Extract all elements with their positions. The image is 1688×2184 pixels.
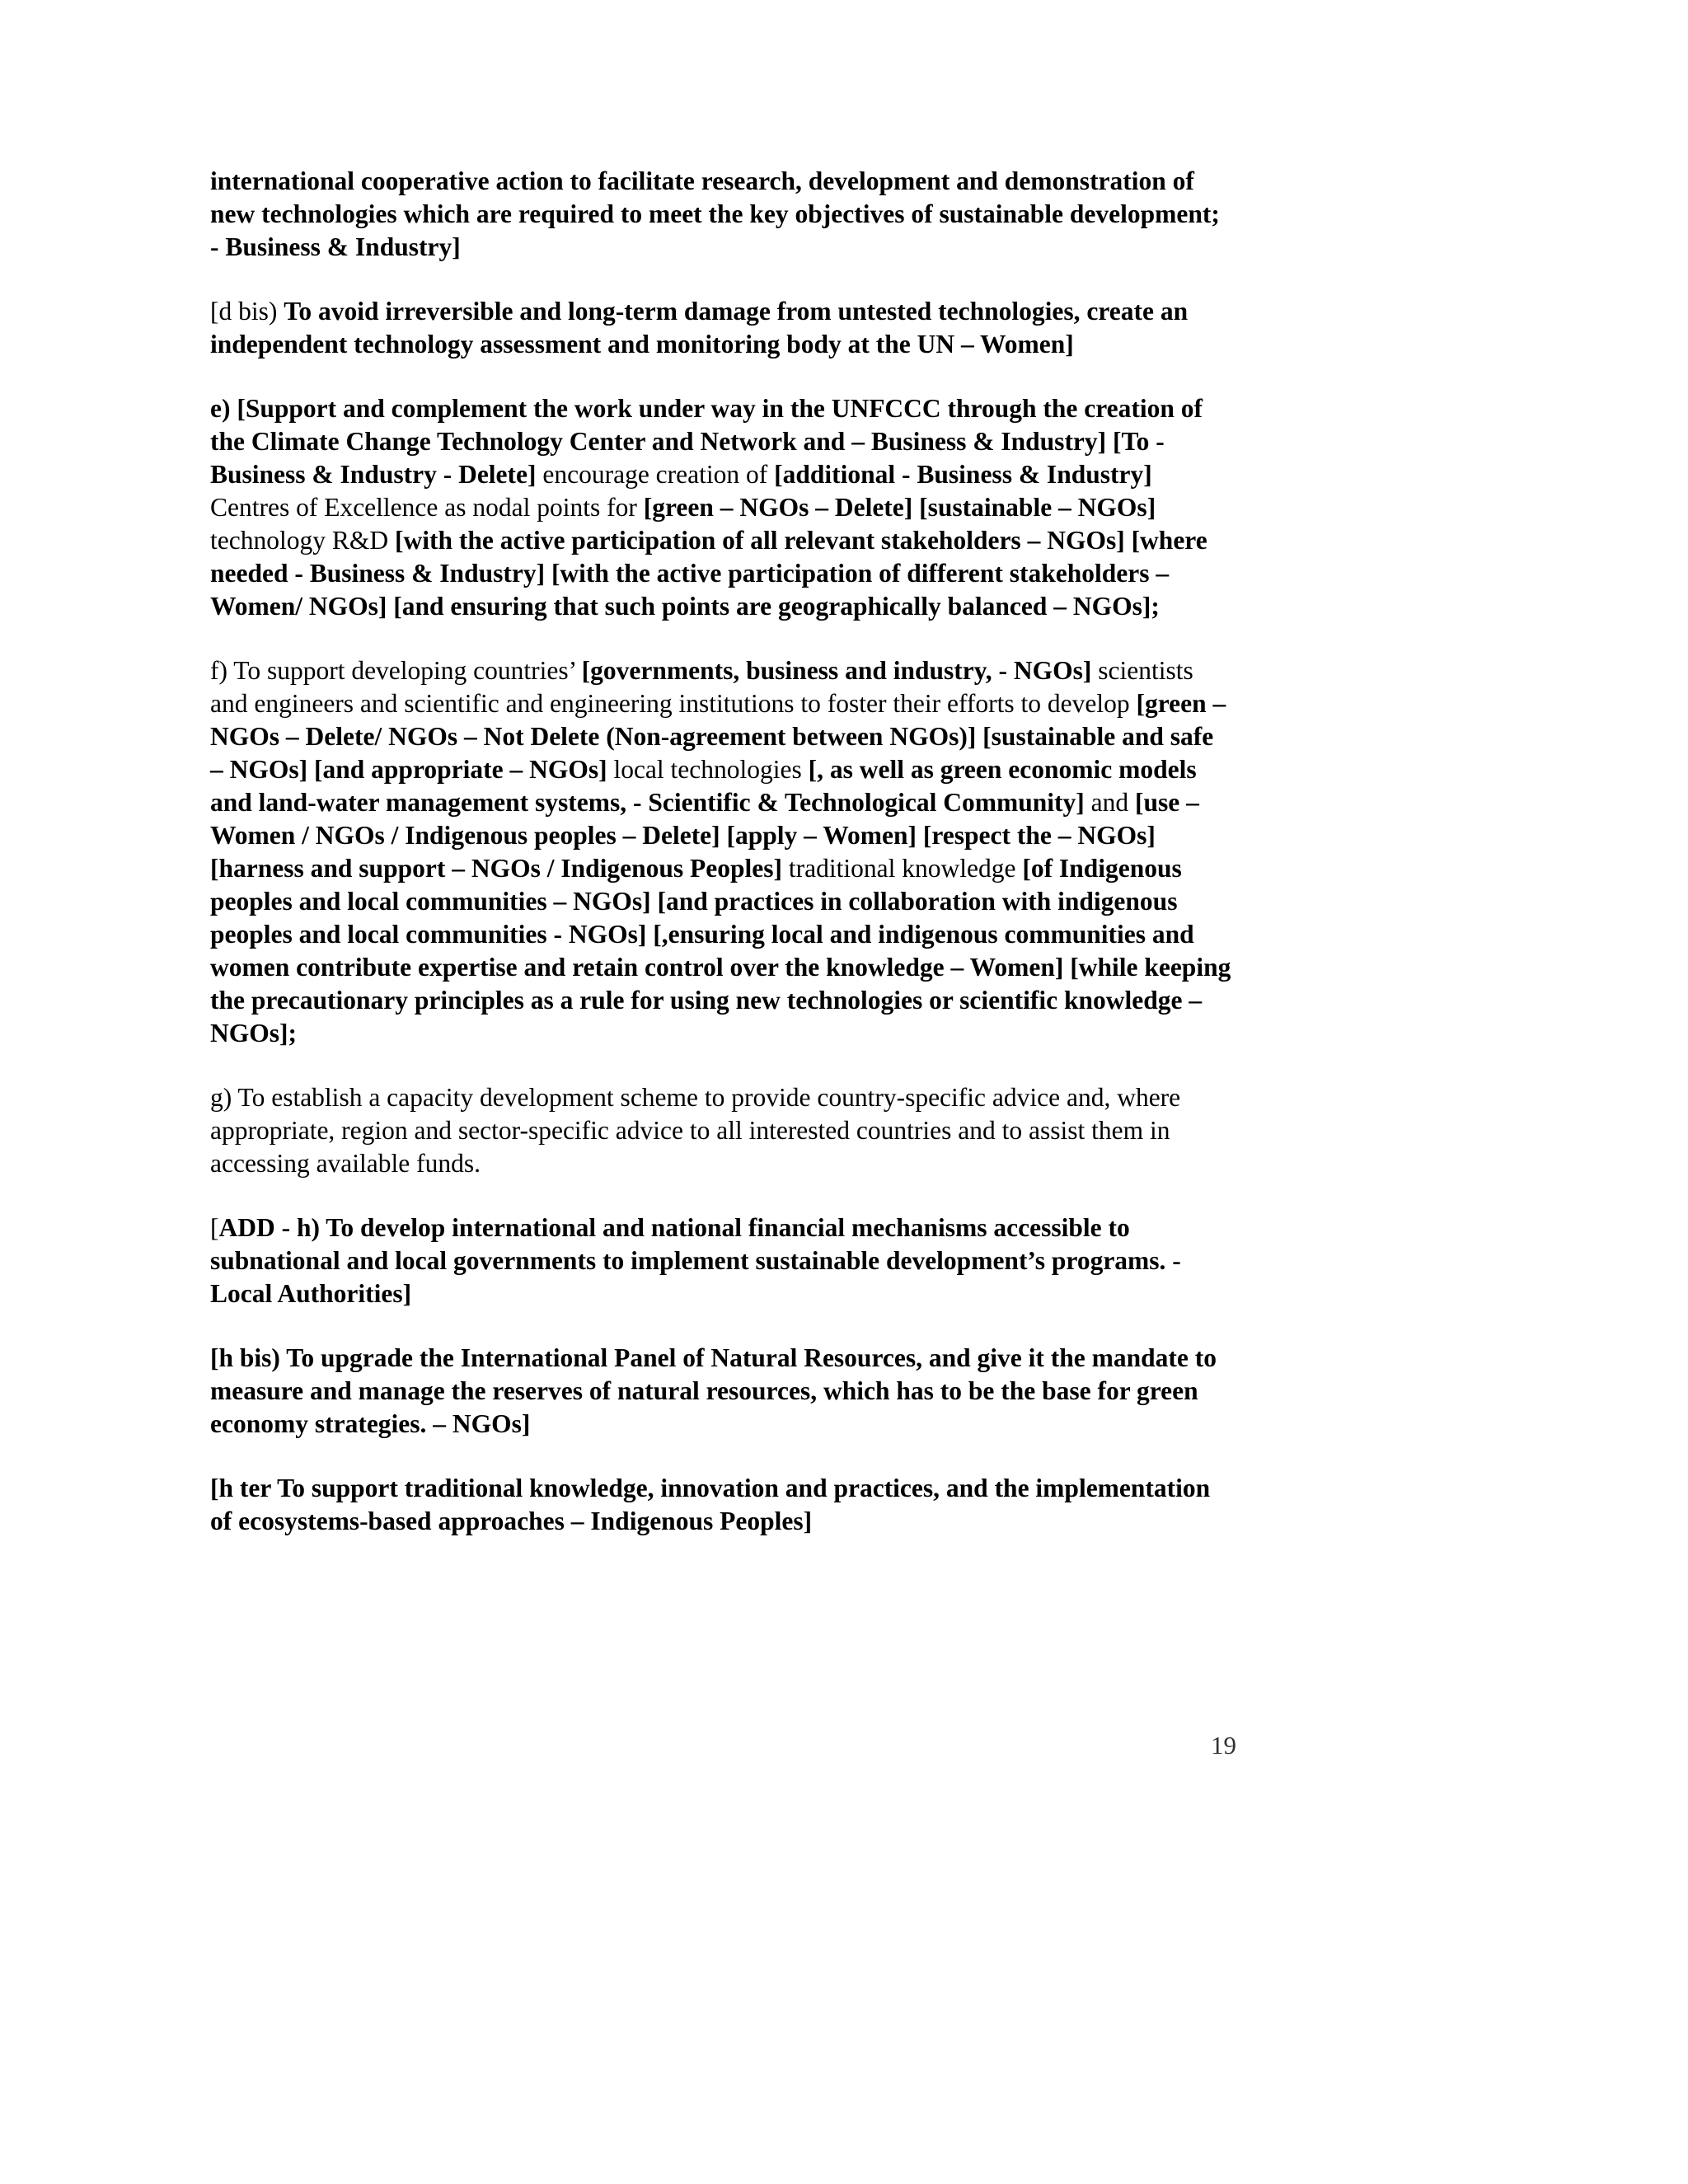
text-segment: Centres of Excellence as nodal points for [210, 493, 644, 522]
text-segment: e) [Support and complement the work under way in the UNFCCC through the creation of the Climate Change Technology Center and Network and – Business & Industry] [To - Business & Industry - Delete] [210, 394, 1203, 489]
text-segment: To avoid irreversible and long-term damage from untested technologies, create an independent technology assessment and monitoring body at the UN – Women] [210, 297, 1189, 359]
text-segment: [with the active participation of all relevant stakeholders – NGOs] [where needed - Business & Industry] [with the active participation of different stakeholders – Women/ NGOs] [and ensuring that such points are geographically balanced – NGOs]; [210, 526, 1207, 621]
text-segment: traditional knowledge [782, 854, 1023, 883]
paragraph-h-ter [210, 1472, 1232, 1538]
text-segment: [ [210, 1213, 219, 1242]
text-segment: [green – NGOs – Delete] [sustainable – NGOs] [643, 493, 1156, 522]
text-segment: encourage creation of [536, 460, 775, 489]
text-segment: [of Indigenous peoples and local communities – NGOs] [and practices in collaboration with indigenous peoples and local communities - NGOs] [,ensuring local and indigenous communities and women contribute expertise and retain control over the knowledge – Women] [while keeping the precautionary principles as a rule for using new technologies or scientific knowledge – NGOs]; [210, 854, 1231, 1047]
paragraph-h [210, 1212, 1232, 1310]
text-segment: [d bis) [210, 297, 284, 326]
paragraph-c-continued [210, 165, 1232, 264]
text-segment: [h bis) To upgrade the International Panel of Natural Resources, and give it the mandate to measure and manage the reserves of natural resources, which has to be the base for green economy strategies. – NGOs] [210, 1343, 1217, 1438]
text-segment: g) To establish a capacity development scheme to provide country-specific advice and, where appropriate, region and sector-specific advice to all interested countries and to assist them in accessing available funds. [210, 1083, 1181, 1178]
paragraph-g [210, 1081, 1232, 1180]
text-segment: [use – Women / NGOs / Indigenous peoples – Delete] [apply – Women] [respect the – NGOs] [harness and support – NGOs / Indigenous Peoples] [210, 788, 1199, 883]
text-segment: international cooperative action to facilitate research, development and demonstration of new technologies which are required to meet the key objectives of sustainable development; - Business & Industry] [210, 166, 1220, 261]
text-segment: scientists and engineers and scientific and engineering institutions to foster their efforts to develop [210, 656, 1193, 718]
text-segment: f) To support developing countries’ [210, 656, 582, 685]
page-number: 19 [1211, 1731, 1236, 1760]
document-body [210, 165, 1232, 1569]
paragraph-e [210, 392, 1232, 623]
text-segment: technology R&D [210, 526, 395, 555]
paragraph-d-bis [210, 295, 1232, 361]
text-segment: and [1084, 788, 1135, 817]
paragraph-f [210, 654, 1232, 1050]
text-segment: [governments, business and industry, - NGOs] [581, 656, 1092, 685]
text-segment: [additional - Business & Industry] [774, 460, 1152, 489]
text-segment: [green – NGOs – Delete/ NGOs – Not Delete (Non-agreement between NGOs)] [sustainable and safe – NGOs] [and appropriate – NGOs] [210, 689, 1226, 784]
text-segment: [, as well as green economic models and land-water management systems, - Scientific & Technological Community] [210, 755, 1197, 817]
paragraph-h-bis [210, 1342, 1232, 1441]
text-segment: local technologies [607, 755, 809, 784]
text-segment: ADD - h) To develop international and national financial mechanisms accessible to subnational and local governments to implement sustainable development’s programs. - Local Authorities] [210, 1213, 1181, 1308]
text-segment: [h ter To support traditional knowledge, innovation and practices, and the implementation of ecosystems-based approaches – Indigenous Peoples] [210, 1474, 1211, 1535]
